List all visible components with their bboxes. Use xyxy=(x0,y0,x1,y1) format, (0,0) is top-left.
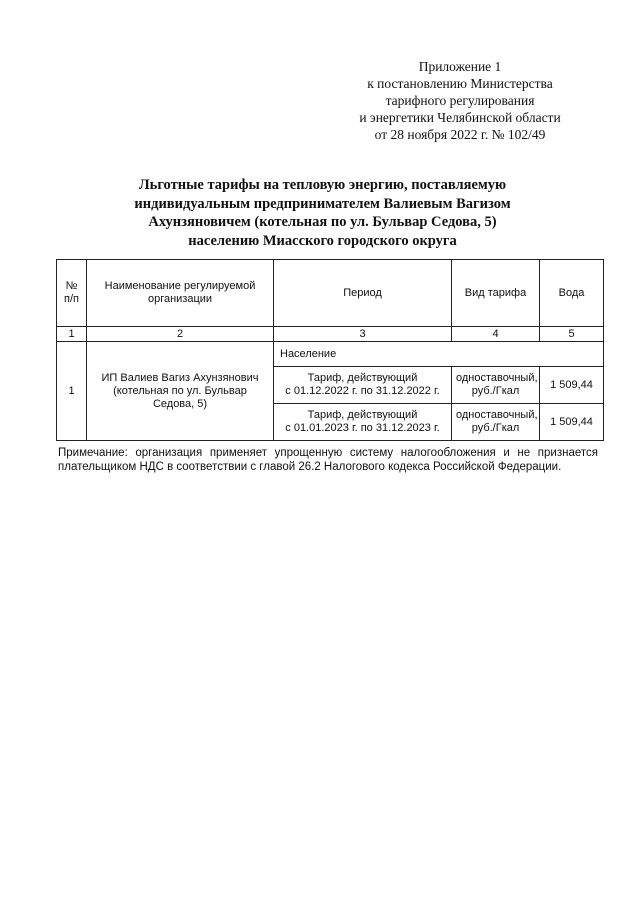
header-organization: Наименование регулируемой организации xyxy=(87,260,274,327)
header-period: Период xyxy=(274,260,452,327)
title-line: индивидуальным предпринимателем Валиевым Вагизом xyxy=(134,195,511,212)
appendix-line: от 28 ноября 2022 г. № 102/49 xyxy=(374,127,546,142)
row-number: 1 xyxy=(57,342,87,441)
period-cell xyxy=(274,404,452,441)
table-row xyxy=(57,342,604,367)
period-dates: с 01.12.2022 г. по 31.12.2022 г. xyxy=(285,385,440,397)
title-line: Льготные тарифы на тепловую энергию, поставляемую xyxy=(138,177,507,193)
header-tariff-type: Вид тарифа xyxy=(452,260,540,327)
title-line: Ахунзяновичем (котельная по ул. Бульвар Седова, 5) xyxy=(148,214,497,230)
column-number-row xyxy=(57,327,604,342)
period-dates: с 01.01.2023 г. по 31.12.2023 г. xyxy=(285,422,440,434)
period-text: Тариф, действующий xyxy=(307,409,418,421)
tariff-type-text: одноставочный, xyxy=(456,372,538,384)
water-value: 1 509,44 xyxy=(540,367,604,404)
water-value: 1 509,44 xyxy=(540,404,604,441)
title-line: населению Миасского городского округа xyxy=(188,232,457,249)
appendix-line: к постановлению Министерства xyxy=(367,76,553,91)
tariff-type-cell xyxy=(452,404,540,441)
period-text: Тариф, действующий xyxy=(307,372,418,384)
organization-name: ИП Валиев Вагиз Ахунзянович (котельная по ул. Бульвар Седова, 5) xyxy=(87,342,274,441)
tariff-unit-text: руб./Гкал xyxy=(471,422,520,434)
appendix-line: Приложение 1 xyxy=(418,59,502,74)
column-number: 4 xyxy=(452,327,540,342)
table-header-row xyxy=(57,260,604,327)
document-title xyxy=(70,176,575,250)
appendix-line: и энергетики Челябинской области xyxy=(359,110,561,125)
footnote: Примечание: организация применяет упрощенную систему налогообложения и не признается плательщиком НДС в соответствии с главой 26.2 Налогового кодекса Российской Федерации. xyxy=(58,447,598,473)
consumer-group-label: Население xyxy=(274,342,604,367)
appendix-line: тарифного регулирования xyxy=(385,93,535,108)
header-water: Вода xyxy=(540,260,604,327)
column-number: 2 xyxy=(87,327,274,342)
period-cell xyxy=(274,367,452,404)
tariff-type-cell xyxy=(452,367,540,404)
column-number: 3 xyxy=(274,327,452,342)
appendix-header xyxy=(340,58,580,143)
tariff-type-text: одноставочный, xyxy=(456,409,538,421)
tariff-unit-text: руб./Гкал xyxy=(471,385,520,397)
column-number: 1 xyxy=(57,327,87,342)
header-no: № п/п xyxy=(57,260,87,327)
tariff-table xyxy=(56,259,604,441)
column-number: 5 xyxy=(540,327,604,342)
